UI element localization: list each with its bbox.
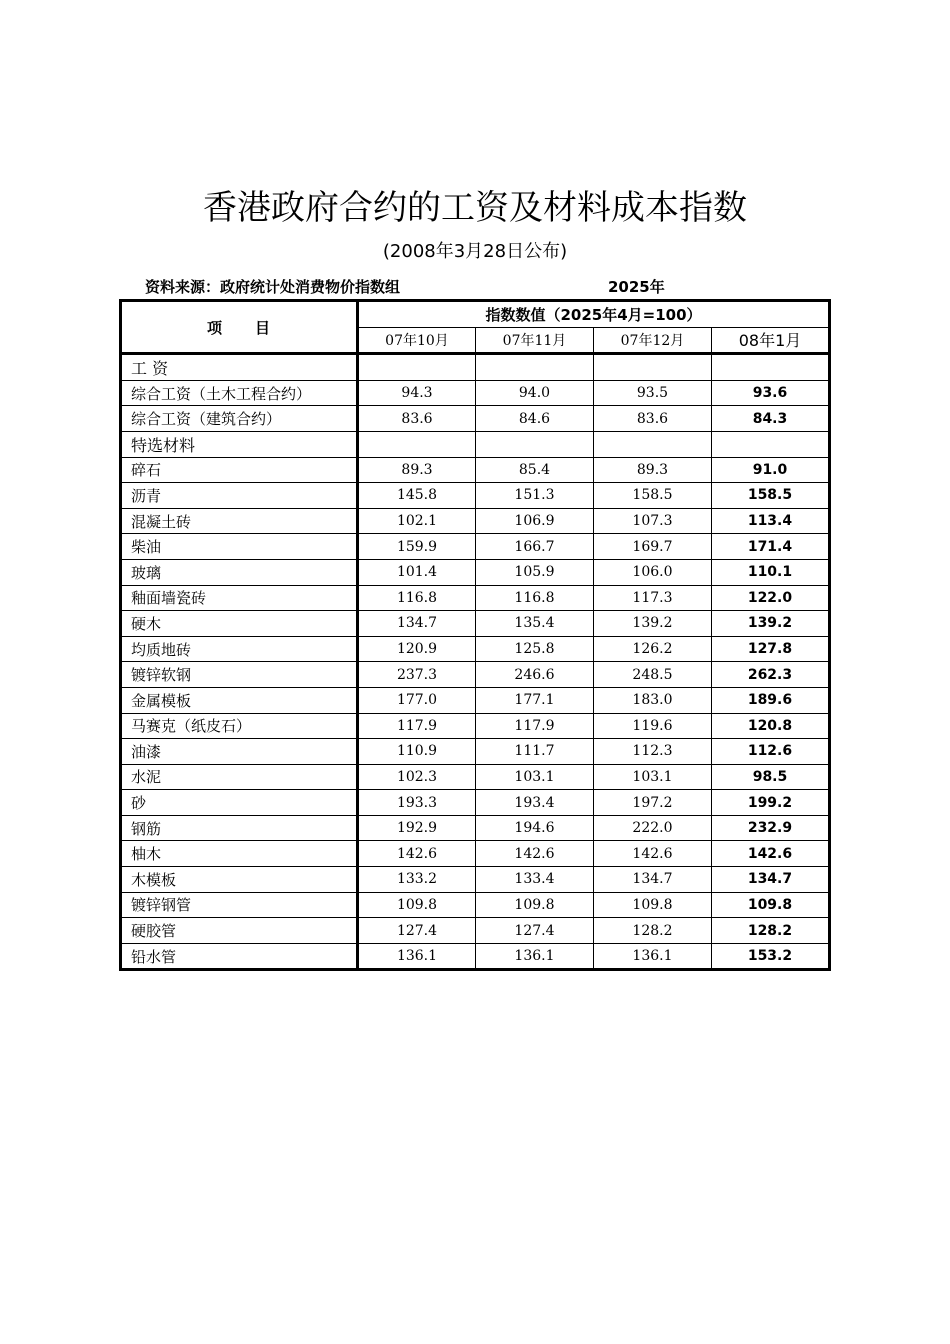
index-value: 127.4 (358, 918, 476, 944)
index-value: 116.8 (475, 585, 593, 611)
index-value: 135.4 (475, 611, 593, 637)
index-value: 106.9 (475, 508, 593, 534)
index-value: 107.3 (593, 508, 711, 534)
empty-cell (358, 354, 476, 381)
index-value: 248.5 (593, 662, 711, 688)
index-value: 109.8 (711, 892, 829, 918)
index-value: 139.2 (711, 611, 829, 637)
index-value: 134.7 (358, 611, 476, 637)
index-value: 142.6 (358, 841, 476, 867)
index-value: 84.3 (711, 406, 829, 432)
index-value: 183.0 (593, 687, 711, 713)
table-row (121, 790, 830, 816)
index-value: 120.9 (358, 636, 476, 662)
row-label: 木模板 (121, 867, 358, 893)
section-row (121, 354, 830, 381)
index-value: 262.3 (711, 662, 829, 688)
table-row (121, 713, 830, 739)
index-value: 142.6 (711, 841, 829, 867)
row-label: 柴油 (121, 534, 358, 560)
row-label: 金属模板 (121, 687, 358, 713)
empty-cell (711, 431, 829, 457)
index-value: 94.3 (358, 380, 476, 406)
index-value: 102.3 (358, 764, 476, 790)
section-label: 工 资 (121, 354, 358, 381)
table-row (121, 867, 830, 893)
row-label: 铅水管 (121, 943, 358, 970)
index-value: 109.8 (475, 892, 593, 918)
table-row (121, 534, 830, 560)
index-value: 134.7 (593, 867, 711, 893)
index-value: 91.0 (711, 457, 829, 483)
index-value: 136.1 (593, 943, 711, 970)
index-value: 93.6 (711, 380, 829, 406)
month-header: 07年10月 (358, 327, 476, 354)
index-value: 109.8 (593, 892, 711, 918)
row-label: 水泥 (121, 764, 358, 790)
index-value: 112.6 (711, 739, 829, 765)
index-value: 84.6 (475, 406, 593, 432)
section-label: 特选材料 (121, 431, 358, 457)
index-value: 237.3 (358, 662, 476, 688)
table-row (121, 457, 830, 483)
index-value: 83.6 (593, 406, 711, 432)
row-label: 混凝土砖 (121, 508, 358, 534)
index-value: 109.8 (358, 892, 476, 918)
table-body (121, 354, 830, 970)
table-row (121, 611, 830, 637)
index-value: 136.1 (475, 943, 593, 970)
index-value: 122.0 (711, 585, 829, 611)
empty-cell (475, 354, 593, 381)
index-value: 159.9 (358, 534, 476, 560)
row-label: 均质地砖 (121, 636, 358, 662)
table-row (121, 918, 830, 944)
row-label: 砂 (121, 790, 358, 816)
row-label: 油漆 (121, 739, 358, 765)
index-value: 193.4 (475, 790, 593, 816)
index-value: 222.0 (593, 815, 711, 841)
index-value: 142.6 (593, 841, 711, 867)
month-header: 07年11月 (475, 327, 593, 354)
index-value: 111.7 (475, 739, 593, 765)
index-value: 110.1 (711, 559, 829, 585)
index-value: 93.5 (593, 380, 711, 406)
table-row (121, 585, 830, 611)
index-value: 171.4 (711, 534, 829, 560)
table-row (121, 662, 830, 688)
data-source: 资料来源：政府统计处消费物价指数组 (145, 278, 401, 296)
row-label: 沥青 (121, 483, 358, 509)
index-value: 94.0 (475, 380, 593, 406)
table-row (121, 764, 830, 790)
empty-cell (358, 431, 476, 457)
index-value: 145.8 (358, 483, 476, 509)
index-group-header: 指数数值（2025年4月=100） (358, 301, 830, 328)
row-label: 硬胶管 (121, 918, 358, 944)
index-value: 134.7 (711, 867, 829, 893)
index-value: 103.1 (475, 764, 593, 790)
row-label: 硬木 (121, 611, 358, 637)
row-label: 柚木 (121, 841, 358, 867)
row-label: 钢筋 (121, 815, 358, 841)
table-row (121, 841, 830, 867)
index-value: 177.1 (475, 687, 593, 713)
index-value: 112.3 (593, 739, 711, 765)
index-value: 194.6 (475, 815, 593, 841)
table-row (121, 636, 830, 662)
index-value: 120.8 (711, 713, 829, 739)
index-value: 189.6 (711, 687, 829, 713)
empty-cell (711, 354, 829, 381)
page-title: 香港政府合约的工资及材料成本指数 (203, 188, 747, 228)
table-row (121, 687, 830, 713)
page-subtitle: (2008年3月28日公布) (382, 241, 568, 262)
index-value: 246.6 (475, 662, 593, 688)
row-label: 马赛克（纸皮石） (121, 713, 358, 739)
row-label: 釉面墙瓷砖 (121, 585, 358, 611)
index-value: 103.1 (593, 764, 711, 790)
index-value: 102.1 (358, 508, 476, 534)
index-value: 151.3 (475, 483, 593, 509)
table-row (121, 815, 830, 841)
year-label: 2025年 (608, 278, 665, 296)
index-value: 83.6 (358, 406, 476, 432)
month-header: 07年12月 (593, 327, 711, 354)
index-value: 192.9 (358, 815, 476, 841)
index-value: 119.6 (593, 713, 711, 739)
index-value: 127.8 (711, 636, 829, 662)
index-value: 117.9 (358, 713, 476, 739)
row-label: 镀锌软钢 (121, 662, 358, 688)
index-value: 199.2 (711, 790, 829, 816)
index-value: 89.3 (593, 457, 711, 483)
table-row (121, 483, 830, 509)
index-value: 169.7 (593, 534, 711, 560)
index-value: 116.8 (358, 585, 476, 611)
index-value: 110.9 (358, 739, 476, 765)
index-value: 158.5 (593, 483, 711, 509)
index-value: 142.6 (475, 841, 593, 867)
table-row (121, 380, 830, 406)
index-value: 85.4 (475, 457, 593, 483)
index-value: 126.2 (593, 636, 711, 662)
table-row (121, 559, 830, 585)
index-value: 113.4 (711, 508, 829, 534)
index-value: 166.7 (475, 534, 593, 560)
row-label: 镀锌钢管 (121, 892, 358, 918)
index-value: 177.0 (358, 687, 476, 713)
index-value: 89.3 (358, 457, 476, 483)
index-value: 106.0 (593, 559, 711, 585)
index-value: 98.5 (711, 764, 829, 790)
month-header: 08年1月 (711, 327, 829, 354)
row-label: 玻璃 (121, 559, 358, 585)
index-value: 136.1 (358, 943, 476, 970)
index-value: 158.5 (711, 483, 829, 509)
index-value: 133.4 (475, 867, 593, 893)
index-value: 125.8 (475, 636, 593, 662)
table-row (121, 943, 830, 970)
index-value: 193.3 (358, 790, 476, 816)
row-label: 综合工资（土木工程合约） (121, 380, 358, 406)
row-label: 碎石 (121, 457, 358, 483)
index-value: 197.2 (593, 790, 711, 816)
empty-cell (475, 431, 593, 457)
empty-cell (593, 354, 711, 381)
table-row (121, 892, 830, 918)
row-label: 综合工资（建筑合约） (121, 406, 358, 432)
index-value: 232.9 (711, 815, 829, 841)
index-table (119, 299, 831, 971)
table-row (121, 739, 830, 765)
index-value: 117.9 (475, 713, 593, 739)
index-value: 128.2 (711, 918, 829, 944)
index-value: 117.3 (593, 585, 711, 611)
index-value: 128.2 (593, 918, 711, 944)
index-value: 127.4 (475, 918, 593, 944)
index-value: 101.4 (358, 559, 476, 585)
table-row (121, 508, 830, 534)
section-row (121, 431, 830, 457)
index-value: 133.2 (358, 867, 476, 893)
table-row (121, 406, 830, 432)
index-value: 139.2 (593, 611, 711, 637)
empty-cell (593, 431, 711, 457)
index-value: 105.9 (475, 559, 593, 585)
item-column-header: 项 目 (121, 301, 358, 354)
index-value: 153.2 (711, 943, 829, 970)
